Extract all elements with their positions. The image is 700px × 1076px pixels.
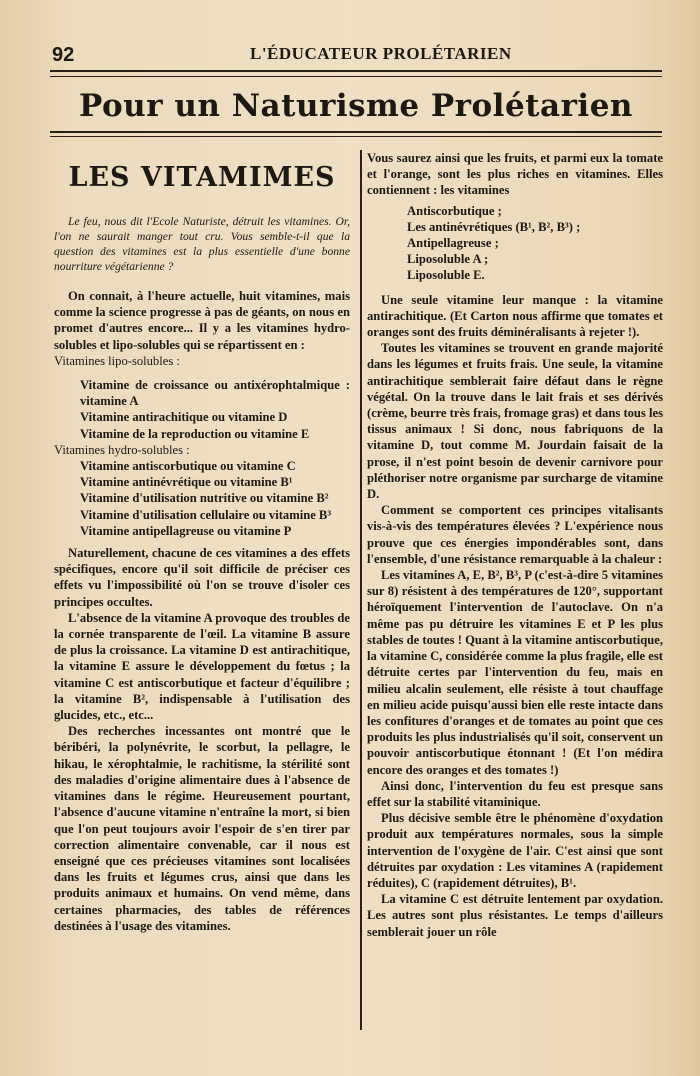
list-item: Antiscorbutique ; xyxy=(407,203,502,218)
list-item: Antipellagreuse ; xyxy=(407,236,499,251)
paragraph: Vous saurez ainsi que les fruits, et parmi eux la tomate et l'orange, sont les plus riches en vitamines. Elles contiennent : les vitamines xyxy=(367,151,663,198)
list-item: Vitamine antirachitique ou vitamine D xyxy=(80,410,288,425)
list-item: Vitamine antinévrétique ou vitamine B¹ xyxy=(80,475,293,490)
hydro-heading: Vitamines hydro-solubles : xyxy=(54,442,190,457)
list-item: Liposoluble A ; xyxy=(407,252,489,267)
left-column xyxy=(54,150,350,934)
article-heading: LES VITAMIMES xyxy=(68,162,336,193)
intro-paragraph: Le feu, nous dit l'Ecole Naturiste, détruit les vitamines. Or, l'on ne saurait manger tout cru. Vous semble-t-il que la question des vitamines est la plus essentielle d'une bonne nourriture végétarienne ? xyxy=(54,215,350,273)
lipo-list xyxy=(54,377,350,539)
list-item: Liposoluble E. xyxy=(407,268,485,283)
paragraph: Plus décisive semble être le phénomène d'oxydation produit aux températures normales, sous la simple intervention de l'oxygène de l'air. C'est ainsi que sont détruites par oxydation : Les vitamines A (rapidement réduites), C (rapidement détruites), B¹. xyxy=(367,811,663,890)
list-item: Vitamine d'utilisation cellulaire ou vitamine B³ xyxy=(80,507,332,522)
list-item: Vitamine de croissance ou antixérophtalmique : vitamine A xyxy=(80,378,350,409)
paragraph: Une seule vitamine leur manque : la vitamine antirachitique. (Et Carton nous affirme que tomates et oranges sont des fruits déminéralisants à rejeter !). xyxy=(367,292,663,340)
paragraph: La vitamine C est détruite lentement par oxydation. Les autres sont plus résistantes. Le temps d'ailleurs semblerait jouer un rôle xyxy=(367,892,663,939)
list-item: Vitamine de la reproduction ou vitamine E xyxy=(80,426,310,441)
title-rule-thin xyxy=(50,136,662,137)
paragraph: Des recherches incessantes ont montré que le béribéri, la polynévrite, le scorbut, la pellagre, le hikau, le xérophtalmie, le rachitisme, la stérilité sont des maladies d'origine alimentaire dues à l'absence de vitamines dans le régime. Heureusement pourtant, l'absence d'aucune vitamine n'entraîne la mort, si bien que l'on peut toujours avoir l'espoir de s'en tirer par correction alimentaire convenable, car il nous est enseigné que ces précieuses vitamines sont localisées dans les fruits et légumes crus, ainsi que dans les produits animaux et humains. On vend même, dans certaines pharmacies, des tables de références destinées à l'usage des vitamines. xyxy=(54,724,350,933)
paragraph: L'absence de la vitamine A provoque des troubles de la cornée transparente de l'œil. La vitamine B assure de plus la croissance. La vitamine D est antirachitique, la vitamine E assure le développement du fœtus ; la vitamine C est antiscorbutique et facteur d'équilibre ; la vitamine B², indispensable à l'utilisation des glucides, etc., etc... xyxy=(54,610,350,723)
paragraph: Ainsi donc, l'intervention du feu est presque sans effet sur la stabilité vitaminique. xyxy=(367,778,663,809)
list-item: Les antinévrétiques (B¹, B², B³) ; xyxy=(407,219,581,234)
paragraph: On connait, à l'heure actuelle, huit vitamines, mais comme la science progresse à pas de géants, on nous en promet d'autres encore... Il y a les vitamines hydro-solubles et lipo-solubles qui se répartissent en : xyxy=(54,289,350,352)
paragraph: Toutes les vitamines se trouvent en grande majorité dans les légumes et fruits frais. Une seule, la vitamine antirachitique semblerait faire défaut dans le règne végétal. On la trouve dans le lait frais et ses dérivés (crème, beurre très frais, fromage gras) et dans tous les tissus animaux ! Si donc, nous fabriquons de la vitamine D, tout comme M. Jourdain faisait de la prose, il n'est point besoin de devenir carnivore pour pléthoriser notre organisme par surcharge de vitamine D. xyxy=(367,341,663,502)
running-header xyxy=(50,42,662,72)
right-column xyxy=(367,150,663,940)
column-divider xyxy=(360,150,362,1030)
page-number: 92 xyxy=(52,44,75,66)
fruit-vitamin-list xyxy=(407,203,663,284)
paragraph: Naturellement, chacune de ces vitamines a des effets spécifiques, encore qu'il soit difficile de préciser ces effets vu l'impossibilité où l'on se trouve d'isoler ces principes occultes. xyxy=(54,546,350,609)
lipo-heading: Vitamines lipo-solubles : xyxy=(54,353,180,368)
paragraph: Comment se comportent ces principes vitalisants vis-à-vis des températures élevées ? L'expérience nous prouve que ces énergies impondérables sont, dans l'ensemble, d'une résistance remarquable à la chaleur : xyxy=(367,503,663,566)
title-rule-thick xyxy=(50,131,662,133)
list-item: Vitamine d'utilisation nutritive ou vitamine B² xyxy=(80,491,329,506)
list-item: Vitamine antiscorbutique ou vitamine C xyxy=(80,459,296,474)
journal-title: L'ÉDUCATEUR PROLÉTARIEN xyxy=(250,44,512,63)
page-title: Pour un Naturisme Prolétarien xyxy=(79,88,633,124)
list-item: Vitamine antipellagreuse ou vitamine P xyxy=(80,523,292,538)
paragraph: Les vitamines A, E, B², B³, P (c'est-à-dire 5 vitamines sur 8) résistent à des températures de 120°, supportant héroïquement l'intervention de l'autoclave. On n'a même pas pu détruire les vitamines E et P les plus stables de toutes ! Quant à la vitamine antiscorbutique, la vitamine C, considérée comme la plus fragile, elle est détruite certes par l'intervention du feu, mais en milieu alcalin seulement, elle résiste à tout chauffage en milieu acide puisqu'aussi bien elle reste intacte dans les confitures d'oranges et de tomates au point que ces produits les plus industrialisés qu'il soit, conservent un pouvoir antiscorbutique étonnant ! (Et l'on médira encore des oranges et des tomates !) xyxy=(367,568,663,777)
header-rule xyxy=(50,76,662,77)
